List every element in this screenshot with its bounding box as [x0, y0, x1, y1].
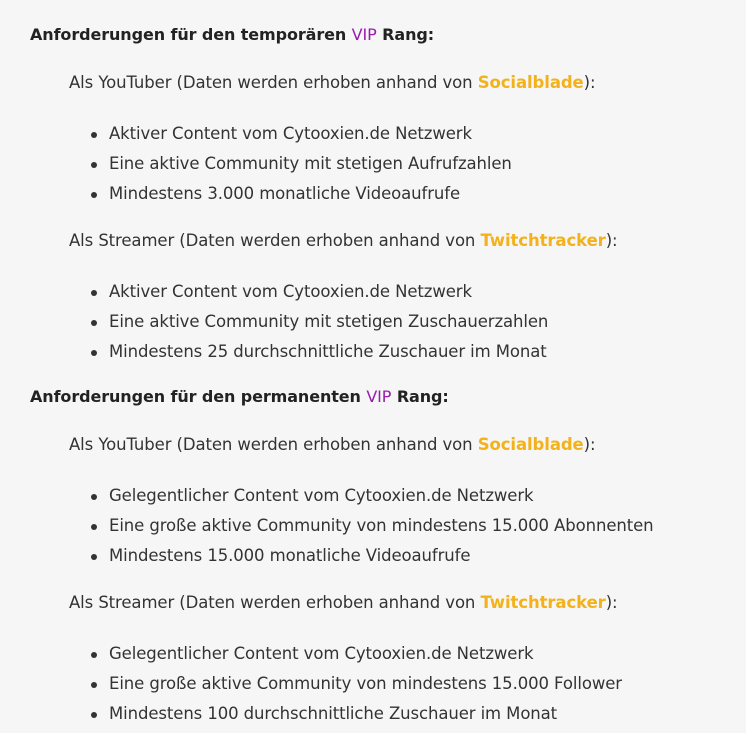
list-item-text: Mindestens 100 durchschnittliche Zuschauer im Monat — [109, 704, 558, 723]
list-item-text: Eine aktive Community mit stetigen Zuschauerzahlen — [109, 312, 549, 331]
requirements-list — [30, 457, 746, 571]
heading-temporary-vip — [30, 0, 746, 47]
list-item — [109, 511, 746, 541]
list-item — [109, 541, 746, 571]
list-item — [109, 337, 746, 367]
bullet-icon — [91, 494, 97, 500]
list-item-text: Gelegentlicher Content vom Cytooxien.de Netzwerk — [109, 486, 534, 505]
bullet-icon — [91, 162, 97, 168]
list-item-text: Mindestens 15.000 monatliche Videoaufrufe — [109, 546, 471, 565]
requirements-list — [30, 253, 746, 367]
twitchtracker-link[interactable]: Twitchtracker — [480, 593, 606, 612]
list-item-text: Aktiver Content vom Cytooxien.de Netzwerk — [109, 124, 472, 143]
intro-text: Als Streamer (Daten werden erhoben anhand von — [69, 231, 476, 250]
list-item — [109, 149, 746, 179]
list-item-text: Eine große aktive Community von mindestens 15.000 Follower — [109, 674, 622, 693]
list-item — [109, 699, 746, 729]
intro-youtuber-temporary — [30, 47, 746, 95]
list-item — [109, 307, 746, 337]
heading-text: Anforderungen für den permanenten — [30, 387, 361, 406]
list-item-text: Mindestens 25 durchschnittliche Zuschauer im Monat — [109, 342, 547, 361]
list-item-text: Gelegentlicher Content vom Cytooxien.de Netzwerk — [109, 644, 534, 663]
bullet-icon — [91, 524, 97, 530]
list-item-text: Mindestens 3.000 monatliche Videoaufrufe — [109, 184, 461, 203]
requirements-list — [30, 615, 746, 729]
vip-label: VIP — [366, 387, 392, 406]
bullet-icon — [91, 712, 97, 718]
intro-text: ): — [583, 435, 596, 454]
intro-text: ): — [605, 231, 618, 250]
bullet-icon — [91, 320, 97, 326]
heading-text: Rang: — [396, 387, 449, 406]
list-item-text: Aktiver Content vom Cytooxien.de Netzwerk — [109, 282, 472, 301]
requirements-list — [30, 95, 746, 209]
vip-label: VIP — [351, 25, 377, 44]
list-item — [109, 669, 746, 699]
heading-text: Anforderungen für den temporären — [30, 25, 347, 44]
twitchtracker-link[interactable]: Twitchtracker — [480, 231, 606, 250]
intro-text: Als YouTuber (Daten werden erhoben anhand von — [69, 435, 473, 454]
intro-text: Als YouTuber (Daten werden erhoben anhand von — [69, 73, 473, 92]
heading-permanent-vip — [30, 367, 746, 409]
bullet-icon — [91, 652, 97, 658]
intro-streamer-temporary — [30, 209, 746, 253]
list-item — [109, 179, 746, 209]
intro-text: ): — [583, 73, 596, 92]
list-item — [109, 277, 746, 307]
list-item — [109, 639, 746, 669]
bullet-icon — [91, 350, 97, 356]
intro-streamer-permanent — [30, 571, 746, 615]
socialblade-link[interactable]: Socialblade — [477, 73, 584, 92]
socialblade-link[interactable]: Socialblade — [477, 435, 584, 454]
list-item-text: Eine große aktive Community von mindestens 15.000 Abonnenten — [109, 516, 654, 535]
bullet-icon — [91, 192, 97, 198]
heading-text: Rang: — [382, 25, 435, 44]
bullet-icon — [91, 290, 97, 296]
intro-text: Als Streamer (Daten werden erhoben anhand von — [69, 593, 476, 612]
bullet-icon — [91, 554, 97, 560]
list-item-text: Eine aktive Community mit stetigen Aufrufzahlen — [109, 154, 512, 173]
list-item — [109, 119, 746, 149]
list-item — [109, 481, 746, 511]
intro-text: ): — [605, 593, 618, 612]
bullet-icon — [91, 682, 97, 688]
intro-youtuber-permanent — [30, 409, 746, 457]
bullet-icon — [91, 132, 97, 138]
